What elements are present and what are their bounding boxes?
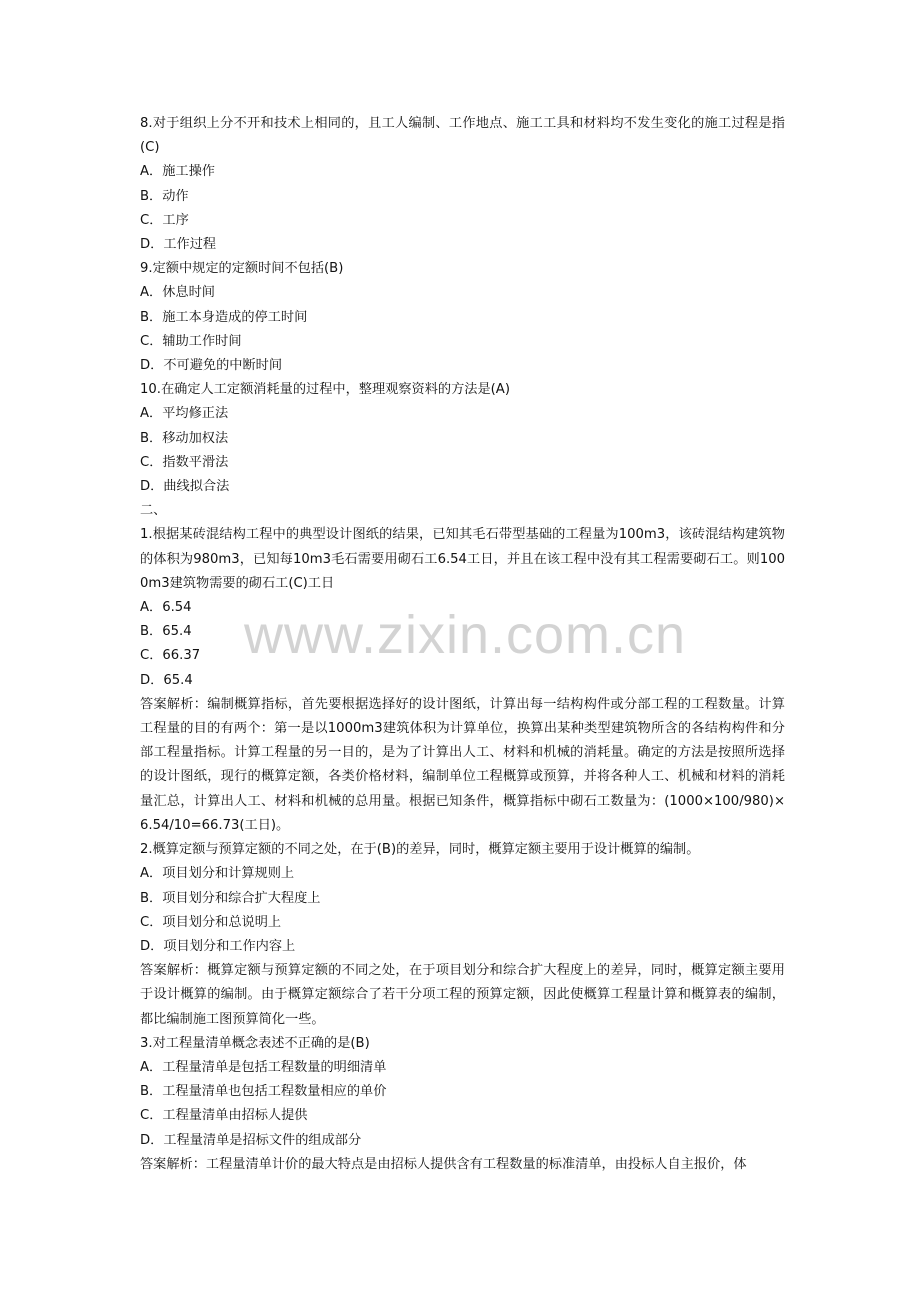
- s2-q1-option-c: C．66.37: [140, 648, 201, 664]
- q10-option-b: B．移动加权法: [140, 430, 229, 446]
- q8-option-c: C．工序: [140, 212, 189, 228]
- q8-option-d: D．工作过程: [140, 237, 217, 253]
- q10-option-c: C．指数平滑法: [140, 454, 229, 470]
- watermark: www.zixin.com.cn: [243, 605, 687, 665]
- section-two-heading: 二、: [140, 503, 167, 519]
- s2-q1-explanation: 答案解析：编制概算指标，首先要根据选择好的设计图纸，计算出每一结构构件或分部工程的工程数量。计算工程量的目的有两个：第一是以1000m3建筑体积为计算单位，换算出某种类型建筑物所含的各结构构件和分部工程量指标。计算工程量的另一目的，是为了计算出人工、材料和机械的消耗量。确定的方法是按照所选择的设计图纸，现行的概算定额，各类价格材料，编制单位工程概算或预算，并将各种人工、机械和材料的消耗量汇总，计算出人工、材料和机械的总用量。根据已知条件，概算指标中砌石工数量为：(1000×100/980)×6.54/10=66.73(工日)。: [140, 696, 785, 833]
- q8-option-a: A．施工操作: [140, 164, 215, 180]
- s2-q3-stem: 3.对工程量清单概念表述不正确的是(B): [140, 1035, 370, 1051]
- s2-q1-stem: 1.根据某砖混结构工程中的典型设计图纸的结果，已知其毛石带型基础的工程量为100m3，该砖混结构建筑物的体积为980m3，已知每10m3毛石需要用砌石工6.54工日，并且在该工程中没有其工程需要砌石工。则1000m3建筑物需要的砌石工(C)工日: [140, 527, 785, 591]
- s2-q1-option-b: B．65.4: [140, 624, 192, 640]
- q9-option-a: A．休息时间: [140, 285, 215, 301]
- q9-option-c: C．辅助工作时间: [140, 333, 242, 349]
- s2-q2-option-b: B．项目划分和综合扩大程度上: [140, 890, 321, 906]
- q8-option-b: B．动作: [140, 188, 189, 204]
- s2-q2-option-a: A．项目划分和计算规则上: [140, 866, 295, 882]
- s2-q3-explanation: 答案解析：工程量清单计价的最大特点是由招标人提供含有工程数量的标准清单，由投标人自主报价，体: [140, 1156, 747, 1172]
- s2-q2-stem: 2.概算定额与预算定额的不同之处，在于(B)的差异，同时，概算定额主要用于设计概算的编制。: [140, 842, 700, 858]
- s2-q3-option-b: B．工程量清单也包括工程数量相应的单价: [140, 1084, 387, 1100]
- s2-q1-option-a: A．6.54: [140, 600, 192, 616]
- q10-option-a: A．平均修正法: [140, 406, 229, 422]
- q9-stem: 9.定额中规定的定额时间不包括(B): [140, 261, 344, 277]
- s2-q2-option-d: D．项目划分和工作内容上: [140, 938, 296, 954]
- q9-option-b: B．施工本身造成的停工时间: [140, 309, 308, 325]
- q10-option-d: D．曲线拟合法: [140, 479, 230, 495]
- s2-q1-option-d: D．65.4: [140, 672, 193, 688]
- s2-q3-option-a: A．工程量清单是包括工程数量的明细清单: [140, 1059, 387, 1075]
- q8-stem: 8.对于组织上分不开和技术上相同的，且工人编制、工作地点、施工工具和材料均不发生变化的施工过程是指(C): [140, 116, 785, 156]
- q10-stem: 10.在确定人工定额消耗量的过程中，整理观察资料的方法是(A): [140, 382, 510, 398]
- s2-q3-option-c: C．工程量清单由招标人提供: [140, 1108, 308, 1124]
- s2-q2-explanation: 答案解析：概算定额与预算定额的不同之处，在于项目划分和综合扩大程度上的差异，同时，概算定额主要用于设计概算的编制。由于概算定额综合了若干分项工程的预算定额，因此使概算工程量计算和概算表的编制，都比编制施工图预算简化一些。: [140, 963, 785, 1027]
- s2-q2-option-c: C．项目划分和总说明上: [140, 914, 282, 930]
- q9-option-d: D．不可避免的中断时间: [140, 358, 283, 374]
- s2-q3-option-d: D．工程量清单是招标文件的组成部分: [140, 1132, 362, 1148]
